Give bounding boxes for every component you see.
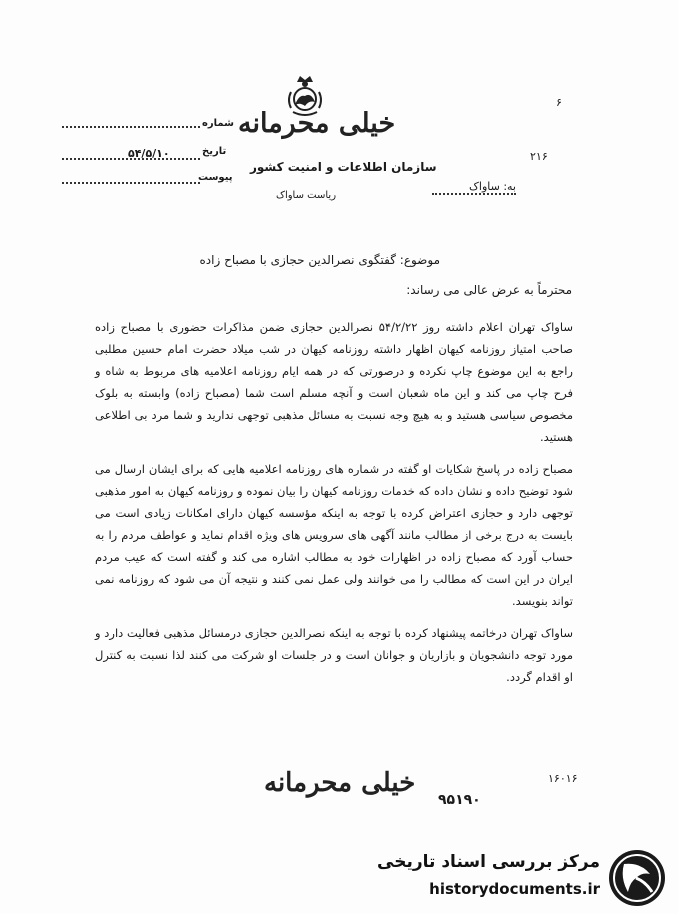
meta-number-label: شماره bbox=[202, 118, 234, 129]
classification-stamp-top: خیلی محرمانه bbox=[238, 108, 396, 139]
organization-subtitle: ریاست ساواک bbox=[276, 190, 337, 201]
salutation: محترماً به عرض عالی می رساند: bbox=[406, 283, 572, 297]
archive-logo-icon bbox=[606, 848, 668, 908]
reference-number: ۲۱۶ bbox=[530, 150, 548, 163]
footer-document-number: ۹۵۱۹۰ bbox=[438, 792, 481, 808]
meta-number-line bbox=[62, 126, 200, 128]
body-text bbox=[95, 316, 573, 698]
meta-attachment-line bbox=[62, 182, 200, 184]
meta-date-label: تاریخ bbox=[202, 146, 227, 157]
footer-code: ۱۶۰۱۶ bbox=[548, 772, 578, 785]
watermark-url: historydocuments.ir bbox=[429, 880, 600, 898]
meta-date-value: ۵۴/۵/۱۰ bbox=[128, 147, 170, 160]
recipient-line: به: ساواک bbox=[432, 180, 516, 195]
reference-top-mark: ۶ bbox=[556, 96, 562, 109]
body-paragraph: ساواک تهران اعلام داشته روز ۵۴/۲/۲۲ نصرالدین حجازی ضمن مذاکرات حضوری با مصباح زاده صاحب امتیاز روزنامه کیهان اظهار داشته روزنامه کیهان در شب میلاد حضرت امام حسین مطلبی راجع به این موضوع چاپ نکرده و درصورتی که در همه ایام روزنامه اعلامیه های مربوط به شاه و فرح چاپ می کند و این ماه شعبان است و آنچه مسلم است شما (مصباح زاده) وابسته به بلوک مخصوص سیاسی هستید و به هیچ وجه نسبت به مسائل مذهبی توجهی ندارید و شما مرد بی اطلاعی هستید. bbox=[95, 320, 573, 444]
organization-name: سازمان اطلاعات و امنیت کشور bbox=[250, 160, 437, 174]
classification-stamp-bottom: خیلی محرمانه bbox=[264, 768, 416, 798]
body-paragraph: ساواک تهران درخاتمه پیشنهاد کرده با توجه به اینکه نصرالدین حجازی درمسائل مذهبی فعالیت دارد و مورد توجه دانشجویان و بازاریان و جوانان است و در جلسات او شرکت می کنند لذا نسبت به کنترل او اقدام گردد. bbox=[95, 626, 573, 684]
body-paragraph: مصباح زاده در پاسخ شکایات او گفته در شماره های روزنامه اعلامیه هایی که برای ایشان ارسال می شود توضیح داده و نشان داده که خدمات روزنامه کیهان را بیان نموده و روزنامه کیهان به امور مذهبی توجهی دارد و حجازی اعتراض کرده با توجه به اینکه مؤسسه کیهان دارای امکانات زیادی است می بایست به درج برخی از مطالب مانند آگهی های سرویس های ویژه اقدام نماید و عواطف مردم را به حساب آورد که مصباح زاده در اظهارات خود به مطالب اشاره می کند و گفته است که عیب مردم ایران در این است که مطالب را می خوانند ولی عمل نمی کنند و نتیجه آن می شود که روزنامه نمی تواند بنویسد. bbox=[95, 462, 573, 608]
meta-attachment-label: پیوست bbox=[198, 172, 233, 183]
watermark-name: مرکز بررسی اسناد تاریخی bbox=[377, 852, 600, 872]
subject-line: موضوع: گفتگوی نصرالدین حجازی با مصباح زاده bbox=[199, 253, 440, 267]
